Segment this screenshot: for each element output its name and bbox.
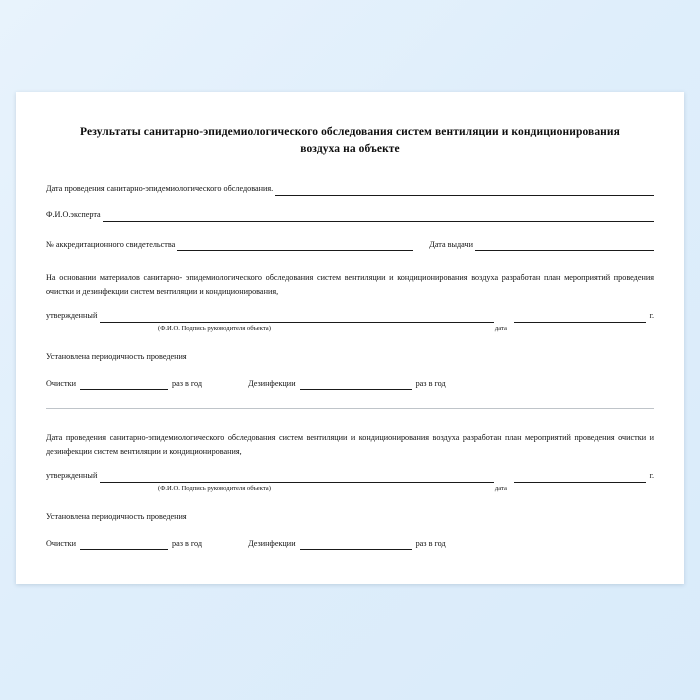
- block1-approved-label: утвержденный: [46, 311, 98, 321]
- block2-approved-row: [46, 470, 654, 483]
- block2-periodicity-label: Установлена периодичность проведения: [46, 511, 187, 521]
- page-title: Результаты санитарно-эпидемиологического обследования систем вентиляции и кондиционирования воздуха на объекте: [80, 126, 620, 155]
- block1-cleaning-input[interactable]: [80, 380, 168, 390]
- field-expert-name: [46, 209, 654, 222]
- block1-date-input[interactable]: [514, 313, 646, 323]
- block1-cleaning-label: Очистки: [46, 378, 76, 388]
- block1-disinfection-input[interactable]: [300, 380, 412, 390]
- block2-approved-label: утвержденный: [46, 470, 98, 480]
- block2-caption-date: дата: [494, 484, 507, 492]
- block2-captions: [46, 484, 654, 494]
- survey-date-label: Дата проведения санитарно-эпидемиологического обследования.: [46, 184, 274, 194]
- block1-periodicity-label: Установлена периодичность проведения: [46, 351, 187, 361]
- accreditation-label: № аккредитационного свидетельства: [46, 239, 176, 249]
- block1-date-suffix: г.: [649, 311, 654, 321]
- section-divider: [46, 408, 654, 409]
- issue-date-label: Дата выдачи: [429, 239, 473, 249]
- block2-paragraph: Дата проведения санитарно-эпидемиологического обследования систем вентиляции и кондиционирования воздуха разработан план мероприятий проведения очистки и дезинфекции систем вентиляции и кондиционирования,: [46, 433, 654, 456]
- survey-date-input[interactable]: [275, 186, 654, 196]
- expert-name-input[interactable]: [103, 212, 654, 222]
- block2-date-input[interactable]: [514, 473, 646, 483]
- block2-disinfection-input[interactable]: [300, 540, 412, 550]
- block1-disinfection-label: Дезинфекции: [248, 378, 296, 388]
- block2-cleaning-unit: раз в год: [171, 538, 203, 548]
- block1-approved-input[interactable]: [100, 313, 493, 323]
- block1-captions: [46, 324, 654, 334]
- block2-frequency-row: [46, 538, 654, 551]
- block2-cleaning-label: Очистки: [46, 538, 76, 548]
- document-sheet: [16, 92, 684, 584]
- block1-caption-date: дата: [494, 324, 507, 332]
- form-body: [46, 183, 654, 550]
- issue-date-input[interactable]: [475, 241, 654, 251]
- block1-paragraph: На основании материалов санитарно- эпидемиологического обследования систем вентиляции и кондиционирования воздуха разработан план мероприятий проведения очистки и дезинфекции систем вентиляции и кондиционирования,: [46, 273, 654, 296]
- block2-disinfection-label: Дезинфекции: [248, 538, 296, 548]
- block1-approved-row: [46, 310, 654, 323]
- field-survey-date: [46, 183, 654, 196]
- block2-date-suffix: г.: [649, 471, 654, 481]
- block2-disinfection-unit: раз в год: [415, 538, 446, 548]
- block1-caption-fio: (Ф.И.О. Подпись руководителя объекта): [158, 324, 271, 332]
- field-accreditation: [46, 239, 654, 252]
- block1-frequency-row: [46, 378, 654, 391]
- block2-caption-fio: (Ф.И.О. Подпись руководителя объекта): [158, 484, 271, 492]
- block1-cleaning-unit: раз в год: [171, 378, 203, 388]
- block2-approved-input[interactable]: [100, 473, 493, 483]
- block2-cleaning-input[interactable]: [80, 540, 168, 550]
- expert-name-label: Ф.И.О.эксперта: [46, 210, 101, 220]
- block1-disinfection-unit: раз в год: [415, 378, 446, 388]
- document-page: [46, 110, 654, 566]
- accreditation-input[interactable]: [177, 241, 413, 251]
